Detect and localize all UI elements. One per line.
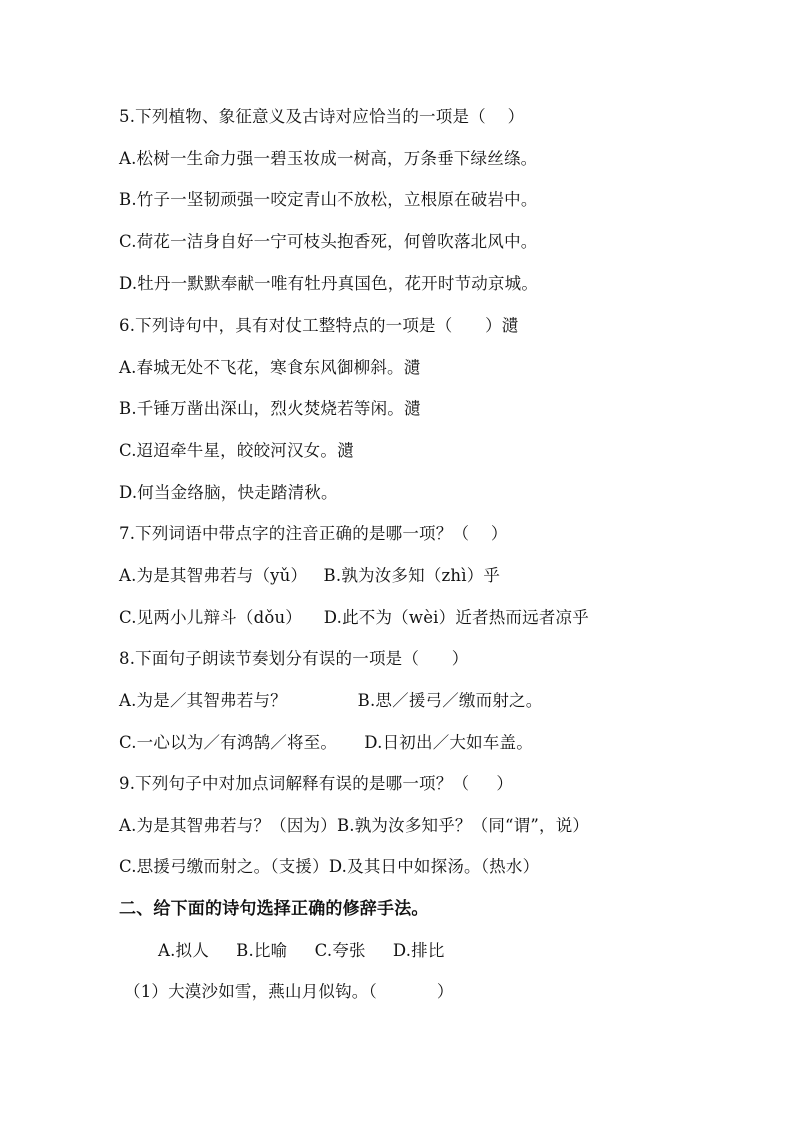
- question-8-options-ab: A.为是／其智弗若与？ B.思／援弓／缴而射之。: [119, 691, 543, 710]
- question-5-option-a: A.松树一生命力强一碧玉妆成一树高，万条垂下绿丝绦。: [119, 149, 538, 168]
- question-5-stem: 5.下列植物、象征意义及古诗对应恰当的一项是（ ）: [119, 107, 525, 126]
- question-6-option-a: A.春城无处不飞花，寒食东风御柳斜。瀢: [119, 358, 421, 377]
- question-7-options-cd: C.见两小儿辩斗（dǒu） D.此不为（wèi）近者热而远者凉乎: [119, 608, 589, 627]
- question-9-options-cd: C.思援弓缴而射之。（支援）D.及其日中如探汤。（热水）: [119, 857, 540, 876]
- section-2-item-1: （1）大漠沙如雪，燕山月似钩。（ ）: [124, 982, 454, 1001]
- question-7-stem: 7.下列词语中带点字的注音正确的是哪一项？（ ）: [119, 524, 508, 543]
- section-2-heading: 二、给下面的诗句选择正确的修辞手法。: [119, 899, 429, 919]
- section-2-options: A.拟人 B.比喻 C.夸张 D.排比: [158, 941, 445, 960]
- question-7-options-ab: A.为是其智弗若与（yǔ） B.孰为汝多知（zhì）乎: [119, 566, 501, 585]
- question-5-option-c: C.荷花一洁身自好一宁可枝头抱香死，何曾吹落北风中。: [119, 232, 538, 251]
- question-5-option-d: D.牡丹一默默奉献一唯有牡丹真国色，花开时节动京城。: [119, 274, 539, 293]
- question-5-option-b: B.竹子一坚韧顽强一咬定青山不放松，立根原在破岩中。: [119, 190, 538, 209]
- question-6-option-d: D.何当金络脑，快走踏清秋。: [119, 483, 338, 502]
- question-8-stem: 8.下面句子朗读节奏划分有误的一项是（ ）: [119, 649, 469, 668]
- question-9-stem: 9.下列句子中对加点词解释有误的是哪一项？（ ）: [119, 774, 514, 793]
- question-6-stem: 6.下列诗句中，具有对仗工整特点的一项是（ ）瀢: [119, 316, 519, 335]
- question-8-options-cd: C.一心以为／有鸿鹄／将至。 D.日初出／大如车盖。: [119, 733, 533, 752]
- question-6-option-b: B.千锤万凿出深山，烈火焚烧若等闲。瀢: [119, 399, 421, 418]
- question-9-options-ab: A.为是其智弗若与？（因为）B.孰为汝多知乎？（同“谓”，说）: [119, 816, 590, 835]
- question-6-option-c: C.迢迢牵牛星，皎皎河汉女。瀢: [119, 441, 354, 460]
